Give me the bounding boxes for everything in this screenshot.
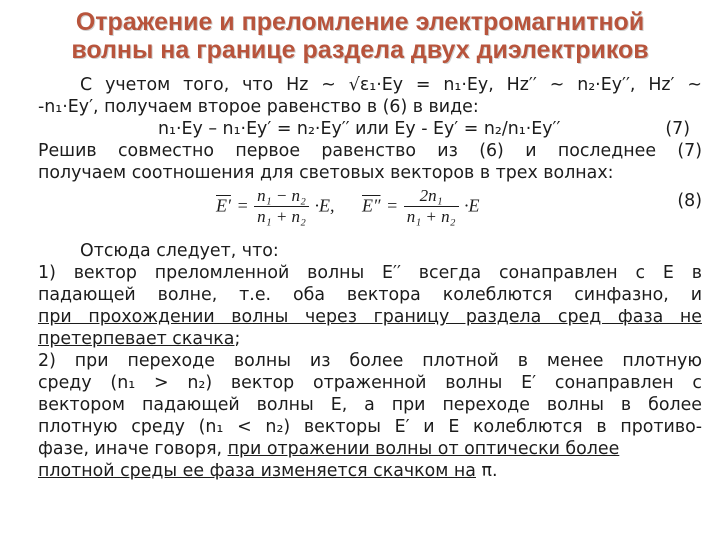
title-line-1: Отражение и преломление электромагнитной xyxy=(75,8,645,36)
reflected-fraction xyxy=(254,186,309,227)
point2-line4: плотную среду (n₁ < n₂) векторы E′ и E колеблются в противо- xyxy=(38,417,702,437)
equation-8-reflected xyxy=(216,186,334,227)
reflected-denominator: n₁ + n₂ xyxy=(257,207,306,226)
point1-semicolon: ; xyxy=(234,329,241,349)
conclusion-intro: Отсюда следует, что: xyxy=(80,241,279,261)
para2-line1: Решив совместно первое равенство из (6) и последнее (7) xyxy=(38,141,702,161)
point2-line2: среду (n₁ > n₂) вектор отраженной волны E′ сонаправлен с xyxy=(38,373,702,393)
refracted-denominator: n₁ + n₂ xyxy=(406,207,456,226)
reflected-vector: E′ xyxy=(216,195,231,216)
point2-line6-underlined: плотной среды ее фаза изменяется скачком на xyxy=(38,461,476,481)
equals-sign-2: = xyxy=(386,195,399,216)
equation-8 xyxy=(38,184,702,240)
equals-sign-1: = xyxy=(236,195,249,216)
reflected-numerator: n₁ − n₂ xyxy=(254,186,309,207)
refracted-numerator: 2n₁ xyxy=(404,186,459,207)
equation-7-line xyxy=(38,118,702,140)
point2-line5 xyxy=(38,438,702,460)
point1-underlined-end: претерпевает скачка xyxy=(38,329,235,349)
slide-body xyxy=(38,74,702,482)
point2-line3: вектором падающей волны E, а при переходе волны в более xyxy=(38,395,702,415)
point2-line6 xyxy=(38,460,702,482)
refracted-fraction xyxy=(404,186,459,227)
point2-line6-end: π. xyxy=(475,461,498,481)
equation-8-number: (8) xyxy=(677,191,702,211)
refracted-rhs: ·E xyxy=(464,195,480,216)
point1-line4 xyxy=(38,328,702,350)
reflected-rhs: ·E, xyxy=(314,195,335,216)
refracted-vector: E″ xyxy=(362,195,381,216)
point1-line3: при прохождении волны через границу раздела сред фаза не xyxy=(38,307,702,327)
equation-7: n₁·Ey – n₁·Ey′ = n₂·Ey′′ или Ey - Ey′ = n₂/n₁·Ey′′ xyxy=(158,119,561,139)
equation-8-refracted xyxy=(362,186,480,227)
point2-line5-underlined: при отражении волны от оптически более xyxy=(227,439,620,459)
slide-title xyxy=(0,8,720,64)
title-line-2: волны на границе раздела двух диэлектриков xyxy=(71,36,649,64)
point2-line5-start: фазе, иначе говоря, xyxy=(38,439,228,459)
point1-line2: падающей волне, т.е. оба вектора колеблются синфазно, и xyxy=(38,285,702,305)
para1-line2: -n₁·Ey′, получаем второе равенство в (6) в виде: xyxy=(38,97,479,117)
para2-line2: получаем соотношения для световых векторов в трех волнах: xyxy=(38,163,614,183)
para1-line1: С учетом того, что Hz ~ √ε₁·Ey = n₁·Ey, Hz′′ ~ n₂·Ey′′, Hz′ ~ xyxy=(80,75,702,95)
point1-line1: 1) вектор преломленной волны E′′ всегда сонаправлен с E в xyxy=(38,263,702,283)
equation-7-number: (7) xyxy=(665,119,690,139)
point2-line1: 2) при переходе волны из более плотной в менее плотную xyxy=(38,351,702,371)
